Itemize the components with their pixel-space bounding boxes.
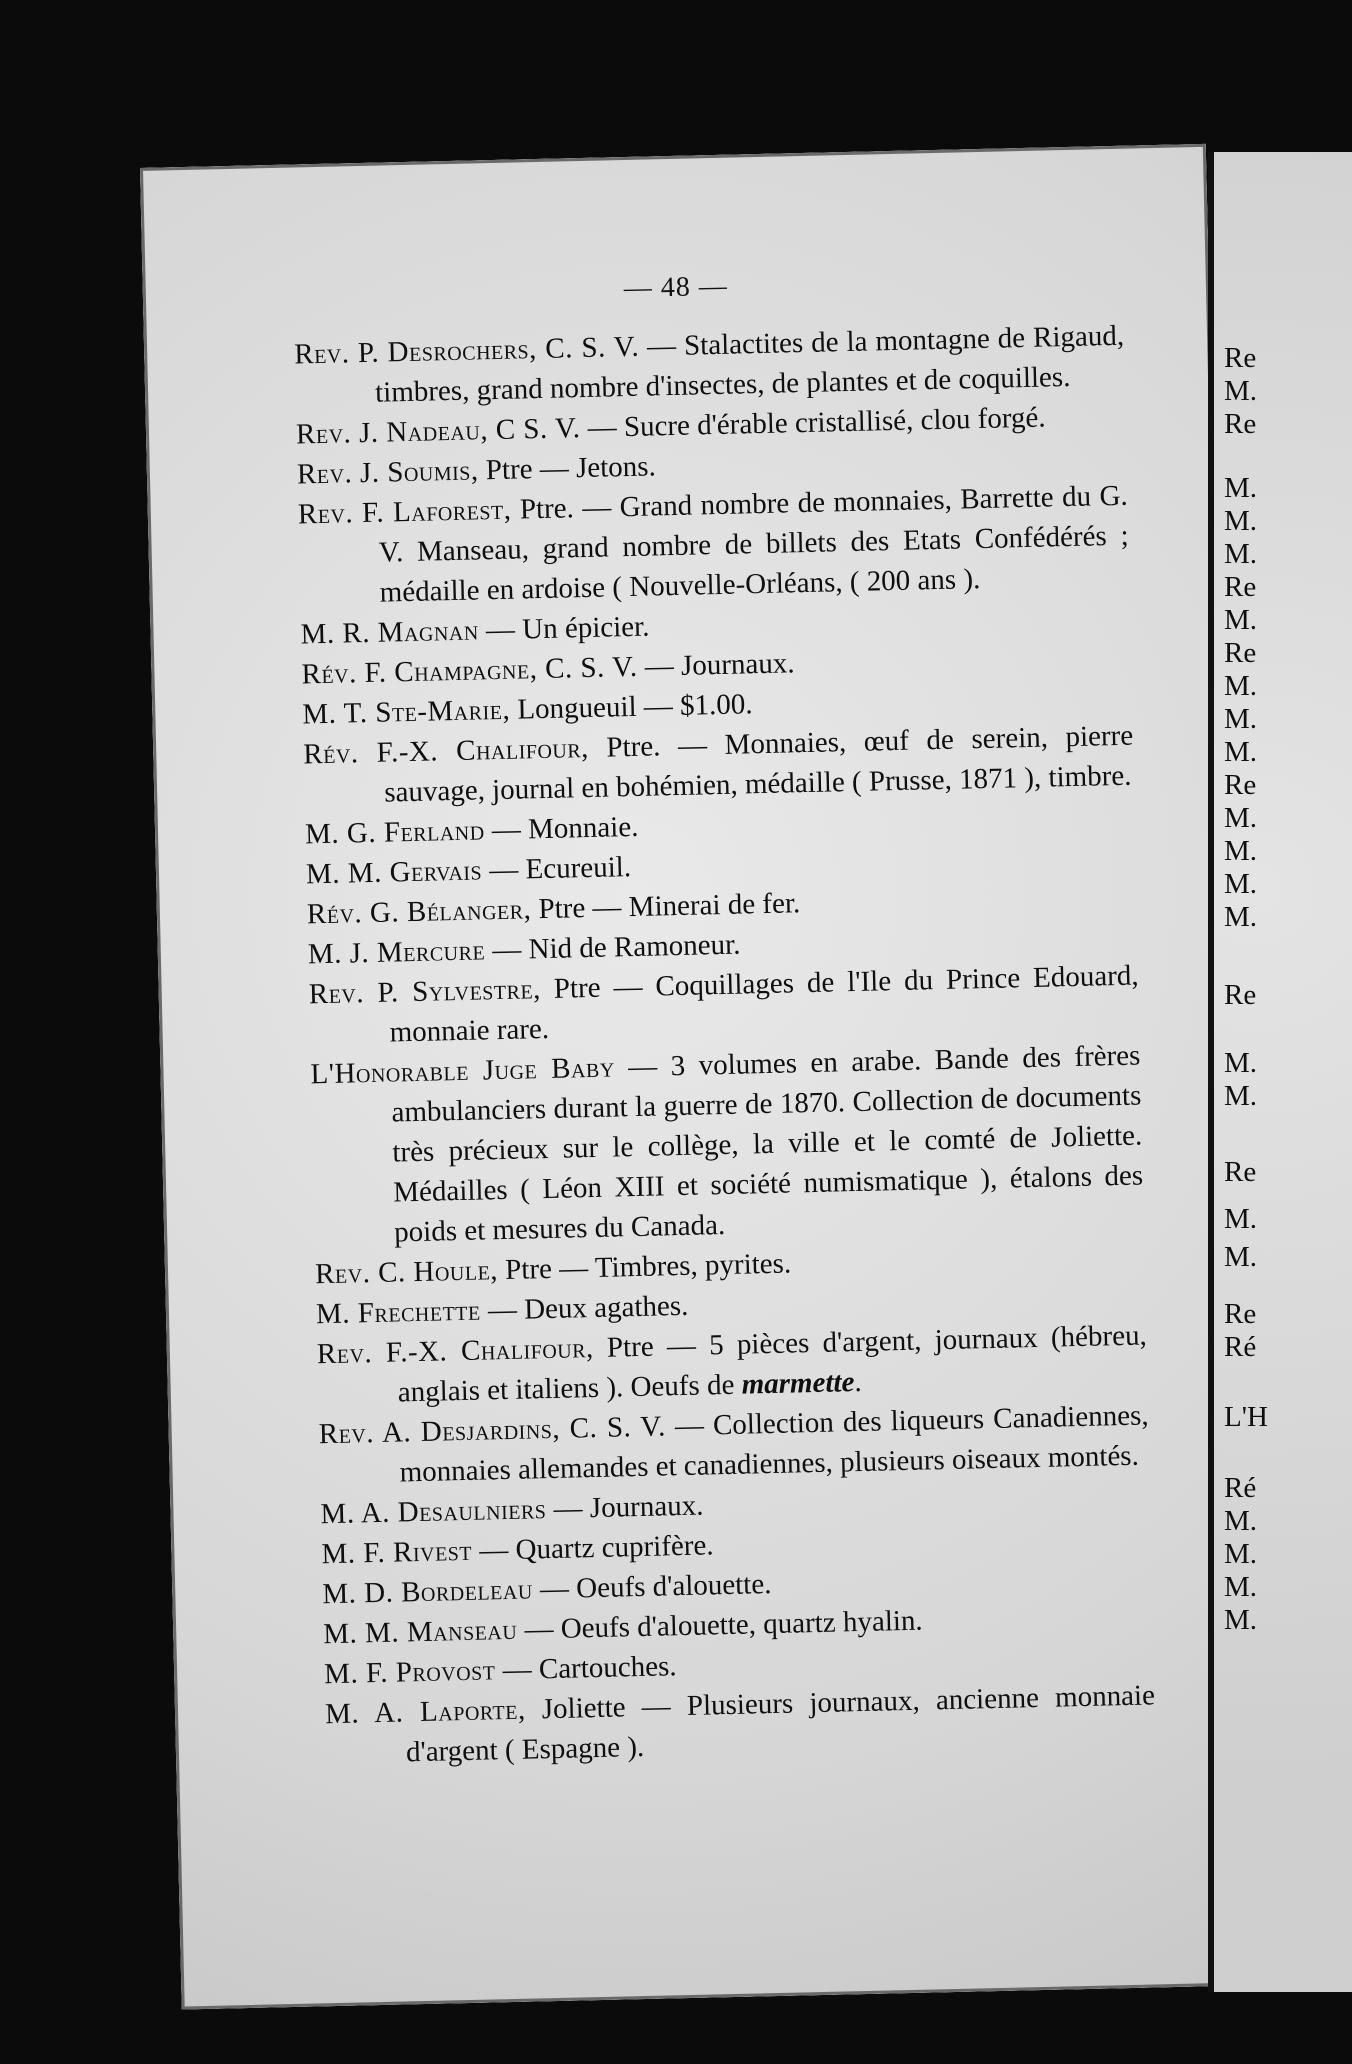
right-page-line-fragment: M.	[1224, 669, 1258, 702]
donation-description: — Journaux.	[545, 1489, 704, 1526]
right-page-line-fragment: M.	[1224, 1505, 1258, 1538]
right-page-line-fragment: M.	[1224, 735, 1258, 768]
donation-description: — 3 volumes en arabe. Bande des frères ambulanciers durant la guerre de 1870. Collection de documents très précieux sur le collège, la ville et le comté de Joliette. Médailles ( Léon XIII et société numismatique ), étalons des poids et mesures du Canada.	[391, 1039, 1144, 1249]
donor-name: M. G. Ferland	[304, 814, 485, 851]
right-page-line-fragment: M.	[1224, 1047, 1258, 1080]
right-page-line-fragment: M.	[1224, 1571, 1258, 1604]
right-page-line-fragment: M.	[1224, 1604, 1258, 1637]
donation-description: — Monnaie.	[484, 810, 639, 847]
donation-description: — Nid de Ramoneur.	[484, 928, 741, 967]
right-page-line-fragment: M.	[1224, 835, 1258, 868]
donor-name: M. T. Ste-Marie,	[302, 693, 511, 731]
donation-description: Ptre. — Grand nombre de monnaies, Barrette du G. V. Manseau, grand nombre de billets des Etats Confédérés ; médaille en ardoise ( Nouvelle-Orléans, ( 200 ans ).	[378, 479, 1129, 609]
donation-description: Ptre — Minerai de fer.	[530, 887, 801, 926]
right-page-line-fragment: Re	[1224, 1297, 1257, 1330]
donor-name: M. Frechette	[315, 1294, 481, 1331]
right-page-line-fragment: M.	[1224, 1203, 1258, 1236]
donation-description: Joliette — Plusieurs journaux, ancienne monnaie d'argent ( Espagne ).	[405, 1679, 1156, 1769]
right-page-line-fragment: M.	[1224, 471, 1258, 504]
donation-description: — Ecureuil.	[481, 851, 632, 887]
donor-name: Rev. C. Houle,	[314, 1254, 499, 1291]
donor-name: Rév. F. Champagne, C. S. V.	[301, 650, 638, 691]
right-page-line-fragment: M.	[1224, 868, 1258, 901]
donor-name: M. M. Gervais	[305, 854, 483, 891]
donor-name: L'Honorable Juge Baby	[310, 1051, 616, 1091]
book-page-left	[140, 144, 1248, 2010]
donor-name: Rev. A. Desjardins, C. S. V.	[318, 1410, 667, 1451]
donation-list	[294, 316, 1156, 1774]
donation-description: — Sucre d'érable cristallisé, clou forgé.	[580, 401, 1046, 445]
right-page-line-fragment: Re	[1224, 407, 1257, 440]
right-page-line-fragment: Re	[1224, 570, 1257, 603]
right-page-line-fragment: M.	[1224, 374, 1258, 407]
donation-description: Longueuil — $1.00.	[509, 688, 753, 726]
donation-entry	[297, 476, 1130, 615]
right-page-line-fragment: Re	[1224, 1156, 1257, 1188]
donation-description: Ptre — Coquillages de l'Ile du Prince Edouard, monnaie rare.	[389, 959, 1139, 1049]
entry-tail: .	[854, 1365, 862, 1399]
donor-name: M. D. Bordeleau	[322, 1573, 534, 1611]
donation-description: — Un épicier.	[478, 610, 650, 647]
donation-description: — Oeufs d'alouette, quartz hyalin.	[516, 1604, 923, 1646]
donation-description: Ptre — Timbres, pyrites.	[497, 1247, 792, 1287]
right-page-line-fragment: Re	[1224, 341, 1257, 374]
donor-name: M. A. Laporte,	[324, 1693, 526, 1731]
donation-entry	[310, 1036, 1144, 1255]
donor-name: M. M. Manseau	[322, 1613, 518, 1651]
right-page-line-fragment: Re	[1224, 768, 1257, 801]
right-page-line-fragment: M.	[1224, 1538, 1258, 1571]
right-page-line-fragment: Ré	[1224, 1330, 1257, 1363]
donor-name: Rév. G. Bélanger,	[306, 893, 532, 931]
donation-description: Ptre. — Monnaies, œuf de serein, pierre sauvage, journal en bohémien, médaille ( Prusse, 1871 ), timbre.	[383, 719, 1134, 809]
right-page-line-fragment: M.	[1224, 901, 1258, 934]
donor-name: M. J. Mercure	[307, 934, 486, 971]
donation-description: Ptre — Jetons.	[478, 450, 657, 487]
donor-name: M. F. Rivest	[321, 1534, 473, 1571]
donor-name: Rév. F.-X. Chalifour,	[302, 731, 590, 771]
donor-name: Rev. P. Sylvestre,	[308, 973, 542, 1011]
right-page-line-fragment: M.	[1224, 802, 1258, 834]
donor-name: Rev. J. Nadeau, C S. V.	[295, 412, 581, 451]
book-page-right-fragment	[1208, 152, 1352, 1992]
donation-description: — Stalactites de la montagne de Rigaud, timbres, grand nombre d'insectes, de plantes et de coquilles.	[374, 319, 1125, 409]
right-page-line-fragment: M.	[1224, 1240, 1258, 1273]
donation-description: Ptre — 5 pièces d'argent, journaux (hébreu, anglais et italiens ). Oeufs de	[397, 1319, 1148, 1409]
donation-description: — Journaux.	[637, 647, 795, 683]
right-page-line-fragment: Ré	[1224, 1472, 1257, 1505]
right-page-line-fragment: L'H	[1224, 1401, 1268, 1434]
donor-name: Rev. F. Laforest,	[297, 493, 512, 531]
donor-name: Rev. P. Desrochers, C. S. V.	[293, 330, 640, 371]
donor-name: M. A. Desaulniers	[320, 1493, 547, 1531]
page-number: — 48 —	[623, 270, 729, 305]
donor-name: M. F. Provost	[323, 1654, 496, 1691]
right-page-line-fragment: Re	[1224, 636, 1257, 669]
donation-description: — Quartz cuprifère.	[471, 1529, 714, 1567]
right-page-line-fragment: M.	[1224, 504, 1258, 537]
right-page-line-fragment: M.	[1224, 1080, 1258, 1113]
donation-description: — Deux agathes.	[480, 1289, 689, 1327]
donation-description: — Cartouches.	[495, 1650, 677, 1687]
donation-description: — Collection des liqueurs Canadiennes, monnaies allemandes et canadiennes, plusieurs oiseaux montés.	[399, 1399, 1149, 1489]
donor-name: M. R. Magnan	[300, 614, 480, 651]
right-page-line-fragment: M.	[1224, 702, 1258, 735]
donation-description: — Oeufs d'alouette.	[532, 1568, 772, 1606]
right-page-line-fragment: M.	[1224, 537, 1258, 570]
donor-name: Rev. J. Soumis,	[296, 454, 479, 491]
right-page-line-fragment: M.	[1224, 603, 1258, 636]
italic-word: marmette	[741, 1366, 855, 1401]
donor-name: Rev. F.-X. Chalifour,	[316, 1332, 595, 1371]
right-page-line-fragment: Re	[1224, 979, 1257, 1011]
